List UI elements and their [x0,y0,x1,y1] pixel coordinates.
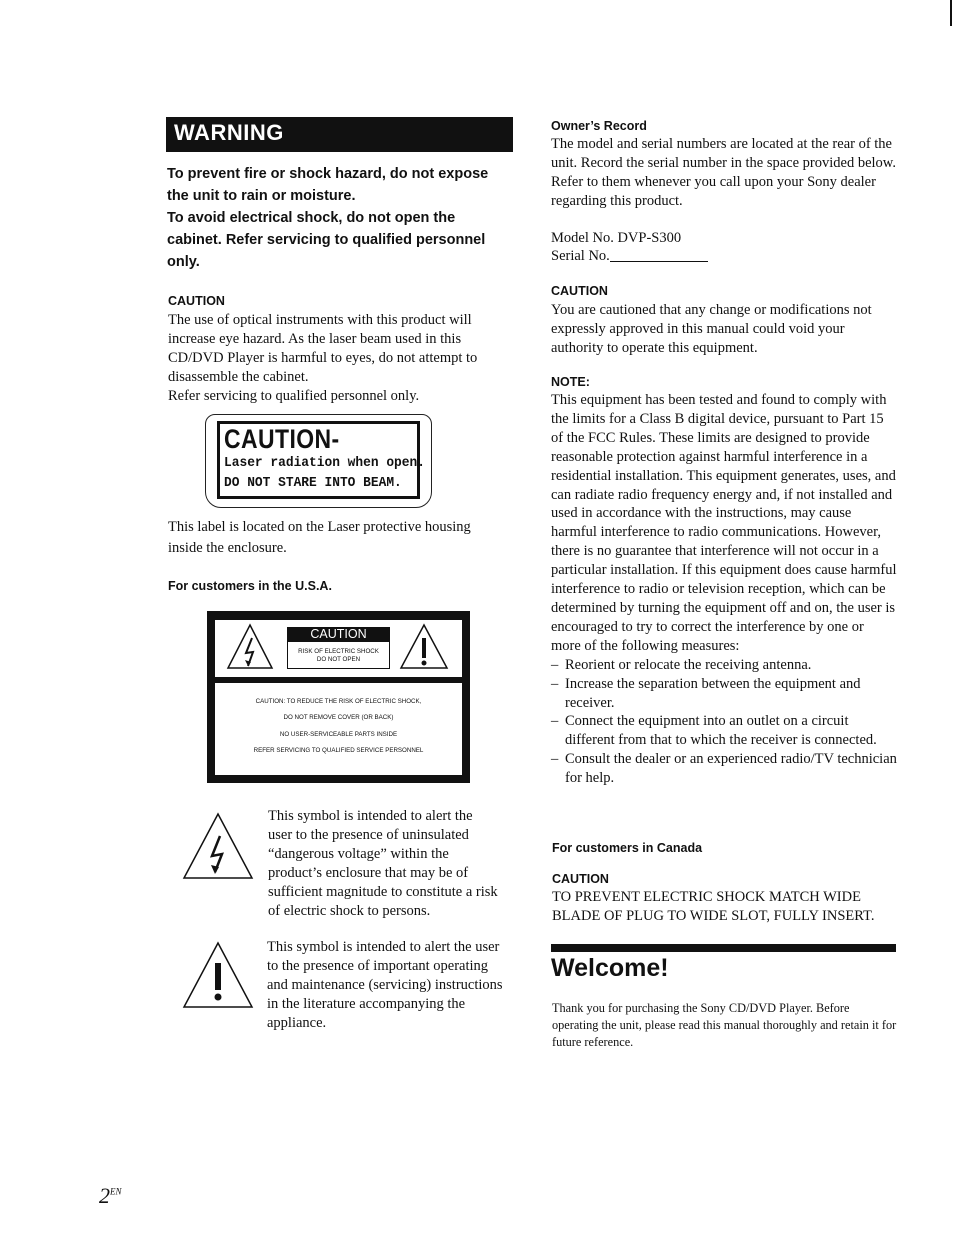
warning-banner-label: WARNING [174,120,284,145]
measure-item: – Increase the separation between the equipment and receiver. [551,675,897,713]
fcc-caution-text: You are cautioned that any change or modifications not expressly approved in this manual could void your authority to operate this equipment. [551,302,872,356]
warning-statement [167,163,512,273]
welcome-rule [551,944,896,952]
laser-caution-refer: Refer servicing to qualified personnel only. [168,387,420,404]
note-text: This equipment has been tested and found to comply with the limits for a Class B digital device, pursuant to Part 15 of the FCC Rules. These limits are designed to provide reasonable protection against harmful interference in a residential installation. This equipment generates, uses, and can radiate radio frequency energy and, if not installed and used in accordance with the instructions, may cause harmful interference to radio communications. However, there is no guarantee that interference will not occur in a particular installation. If this equipment does cause harmful interference to radio or television reception, which can be determined by turning the equipment off and on, the user is encouraged to try to correct the interference by one or more of the following measures: [551,392,897,654]
canada-heading: For customers in Canada [552,841,703,855]
measure-item: – Connect the equipment into an outlet on a circuit different from that to which the receiver is connected. [551,712,897,750]
warning-line-2: To avoid electrical shock, do not open the cabinet. Refer servicing to qualified personnel only. [167,210,486,270]
fcc-caution-heading: CAUTION [551,284,608,298]
laser-label-line-1: Laser radiation when open. [224,455,425,471]
note-heading: NOTE: [551,375,590,389]
scan-edge-mark [950,0,952,26]
laser-label-title: CAUTION- [224,424,340,454]
plate-bottom-line-2: DO NOT REMOVE COVER (OR BACK) [283,714,394,721]
plate-risk-line-2: DO NOT OPEN [316,656,361,663]
plate-bottom-line-4: REFER SERVICING TO QUALIFIED SERVICE PERSONNEL [253,747,424,754]
canada-caution-heading: CAUTION [552,872,609,886]
note-block [551,391,897,788]
laser-caution-paragraph [168,311,508,406]
plate-caution-title: CAUTION [287,627,390,642]
plate-risk-line-1: RISK OF ELECTRIC SHOCK [298,648,379,655]
plate-bottom-line-3: NO USER-SERVICEABLE PARTS INSIDE [279,731,398,738]
owners-record-heading: Owner’s Record [551,119,647,133]
owners-record-text: The model and serial numbers are located at the rear of the unit. Record the serial number in the space provided below. Refer to them whenever you call upon your Sony dealer regarding this product. [551,136,896,209]
laser-caution-text: The use of optical instruments with this product will increase eye hazard. As the laser beam used in this CD/DVD Player is harmful to eyes, do not attempt to disassemble the cabinet. [168,312,478,385]
page-number [99,1183,122,1209]
canada-caution-text: TO PREVENT ELECTRIC SHOCK MATCH WIDE BLADE OF PLUG TO WIDE SLOT, FULLY INSERT. [552,889,875,924]
laser-caution-heading: CAUTION [168,294,225,308]
warning-banner [166,117,513,152]
label-location-text: This label is located on the Laser protective housing inside the enclosure. [168,519,471,556]
serial-number-blank [610,261,708,262]
measure-item: – Reorient or relocate the receiving antenna. [551,656,897,675]
caution-plate-bottom [215,683,462,775]
laser-label-line-2: DO NOT STARE INTO BEAM. [224,475,402,491]
measures-list [551,656,897,788]
plate-bottom-line-1: CAUTION: TO REDUCE THE RISK OF ELECTRIC SHOCK, [255,698,422,705]
model-number: Model No. DVP-S300 [551,230,682,246]
lightning-warning-icon [225,622,275,672]
exclamation-warning-icon [398,622,450,672]
lightning-symbol-icon [182,812,254,880]
serial-number-label: Serial No. [551,248,610,264]
page-number-suffix: EN [110,1186,122,1197]
voltage-symbol-text: This symbol is intended to alert the user to the presence of uninsulated “dangerous voltage” within the product’s enclosure that may be of sufficient magnitude to constitute a risk of electric shock to persons. [268,808,498,919]
usa-heading: For customers in the U.S.A. [168,579,332,593]
measure-item: – Consult the dealer or an experienced radio/TV technician for help. [551,750,897,788]
exclamation-symbol-icon [182,941,254,1009]
welcome-text: Thank you for purchasing the Sony CD/DVD Player. Before operating the unit, please read this manual thoroughly and retain it for future reference. [552,1001,897,1050]
serial-number-field [551,247,708,266]
welcome-title: Welcome! [551,954,669,982]
page-number-digit: 2 [99,1183,110,1208]
instructions-symbol-text: This symbol is intended to alert the user to the presence of important operating and maintenance (servicing) instructions in the literature accompanying the appliance. [267,939,503,1031]
warning-line-1: To prevent fire or shock hazard, do not expose the unit to rain or moisture. [167,166,489,204]
